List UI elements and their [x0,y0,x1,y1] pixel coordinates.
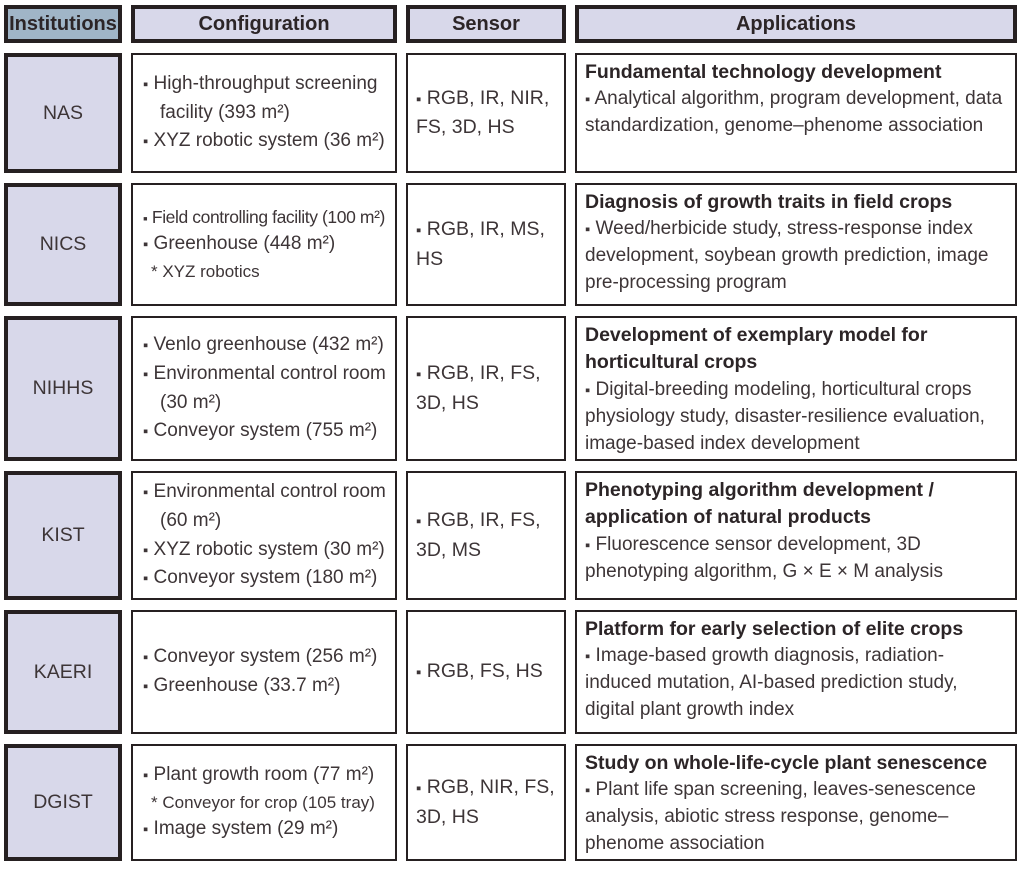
bullet-icon: ▪ [143,542,149,559]
application-title: Study on whole-life-cycle plant senescence [585,752,988,774]
configuration-item: ▪ Greenhouse (33.7 m²) [143,675,341,696]
sensor-cell [406,183,566,306]
asterisk-icon: * [151,792,158,812]
institution-label: NAS [42,101,84,124]
configuration-item: ▪ XYZ robotic system (30 m²) [143,538,385,560]
asterisk-icon: * [151,262,158,282]
header-configuration: Configuration [131,5,397,43]
bullet-icon: ▪ [143,484,149,501]
configuration-list [143,761,375,845]
application-details: ▪ Fluorescence sensor development, 3D phenotyping algorithm, G × E × M analysis [585,533,944,582]
bullet-icon: ▪ [585,92,591,109]
bullet-icon: ▪ [143,767,149,784]
application-title: Platform for early selection of elite crops [585,618,964,640]
configuration-list [143,331,391,447]
configuration-cell [131,316,397,461]
application-details: ▪ Plant life span screening, leaves-senescence analysis, abiotic stress response, genome–phenome association [585,779,976,855]
bullet-icon: ▪ [585,649,591,666]
configuration-list [143,70,391,157]
bullet-icon: ▪ [143,571,149,588]
header-sensor: Sensor [406,5,566,43]
configuration-item: ▪ Conveyor system (180 m²) [143,567,378,589]
configuration-item: ▪ Environmental control room (60 m²) [143,480,386,531]
bullet-icon: ▪ [143,424,149,441]
institution-cell [4,744,122,861]
configuration-cell [131,53,397,173]
configuration-item: ▪ Image system (29 m²) [143,818,339,840]
application-details: ▪ Digital-breeding modeling, horticultural crops physiology study, disaster-resilience evaluation, image-based index development [585,378,985,454]
bullet-icon: ▪ [143,210,148,226]
applications-cell [575,471,1017,600]
application-title: Fundamental technology development [585,61,942,83]
applications-cell [575,744,1017,861]
institution-label: NICS [39,233,87,255]
bullet-icon: ▪ [143,237,149,254]
application-title: Phenotyping algorithm development / application of natural products [585,479,934,529]
application-details: ▪ Weed/herbicide study, stress-response index development, soybean growth prediction, image pre-processing program [585,218,989,294]
sensor-text: ▪ RGB, IR, NIR, FS, 3D, HS [416,86,550,138]
configuration-item: ▪ Field controlling facility (100 m²) [143,206,385,227]
header-applications: Applications [575,5,1017,43]
bullet-icon: ▪ [416,366,422,384]
sensor-cell [406,610,566,734]
bullet-icon: ▪ [143,822,149,839]
configuration-list [143,204,385,285]
sensor-text: ▪ RGB, NIR, FS, 3D, HS [416,776,555,828]
configuration-note: * XYZ robotics [151,262,260,282]
application-details: ▪ Analytical algorithm, program development, data standardization, genome–phenome association [585,88,1003,137]
configuration-item: ▪ Plant growth room (77 m²) [143,763,375,785]
bullet-icon: ▪ [416,664,422,682]
applications-cell [575,53,1017,173]
configuration-item: ▪ Venlo greenhouse (432 m²) [143,333,384,355]
bullet-icon: ▪ [585,783,591,800]
sensor-cell [406,316,566,461]
sensor-cell [406,744,566,861]
application-title: Development of exemplary model for horticultural crops [585,324,928,374]
bullet-icon: ▪ [143,134,149,151]
institution-label: KIST [41,524,85,546]
institution-cell [4,53,122,173]
institution-label: KAERI [33,660,93,683]
bullet-icon: ▪ [585,537,591,554]
institution-cell [4,183,122,306]
header-institutions: Institutions [4,5,122,43]
institution-cell [4,316,122,461]
sensor-cell [406,471,566,600]
sensor-text: ▪ RGB, IR, FS, 3D, HS [416,362,541,414]
configuration-list [143,643,377,701]
bullet-icon: ▪ [416,222,422,240]
configuration-cell [131,744,397,861]
bullet-icon: ▪ [143,76,149,93]
configuration-item: ▪ Greenhouse (448 m²) [143,233,336,255]
bullet-icon: ▪ [585,382,591,399]
applications-cell [575,610,1017,734]
bullet-icon: ▪ [416,780,422,798]
sensor-text: ▪ RGB, IR, MS, HS [416,218,545,270]
configuration-item: ▪ Conveyor system (256 m²) [143,646,378,668]
institution-cell [4,610,122,734]
application-details: ▪ Image-based growth diagnosis, radiation-induced mutation, AI-based prediction study, digital plant growth index [585,645,958,721]
configuration-cell [131,471,397,600]
application-title: Diagnosis of growth traits in field crops [585,191,953,213]
applications-cell [575,183,1017,306]
institution-cell [4,471,122,600]
bullet-icon: ▪ [143,679,149,695]
bullet-icon: ▪ [416,90,422,108]
configuration-list [143,478,391,594]
configuration-cell [131,610,397,734]
sensor-text: ▪ RGB, FS, HS [416,660,543,683]
sensor-text: ▪ RGB, IR, FS, 3D, MS [416,509,541,561]
bullet-icon: ▪ [143,337,149,354]
sensor-cell [406,53,566,173]
institution-label: DGIST [33,791,93,813]
configuration-cell [131,183,397,306]
institution-label: NIHHS [32,377,94,399]
configuration-item: ▪ XYZ robotic system (36 m²) [143,130,385,152]
configuration-item: ▪ High-throughput screening facility (393 m²) [143,72,378,123]
configuration-item: ▪ Conveyor system (755 m²) [143,420,378,442]
bullet-icon: ▪ [143,650,149,667]
bullet-icon: ▪ [585,222,591,239]
bullet-icon: ▪ [416,513,422,531]
configuration-note: * Conveyor for crop (105 tray) [151,792,375,812]
applications-cell [575,316,1017,461]
configuration-item: ▪ Environmental control room (30 m²) [143,362,386,413]
bullet-icon: ▪ [143,366,149,383]
